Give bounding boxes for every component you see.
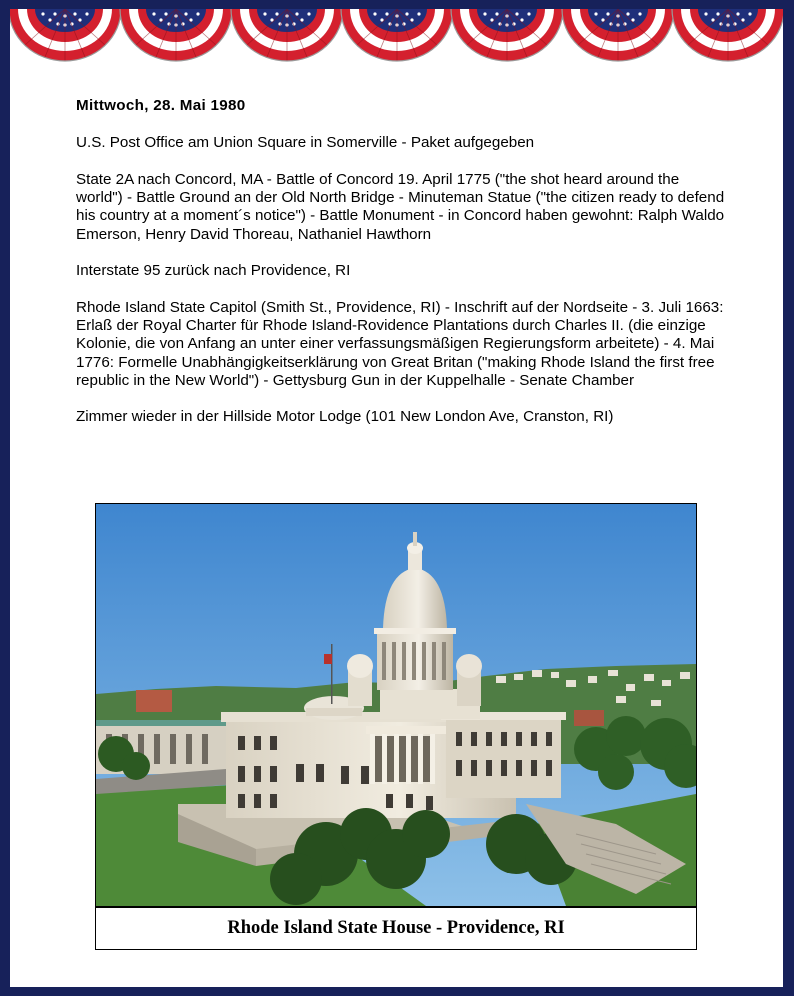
page [10, 9, 783, 987]
bunting-fan [451, 9, 563, 61]
bunting-fan [341, 9, 453, 61]
entry-paragraph: State 2A nach Concord, MA - Battle of Concord 19. April 1775 ("the shot heard around the world") - Battle Ground an der Old North Bridge - Minuteman Statue ("the citizen ready to defend his country at a moment´s notice") - Battle Monument - in Concord haben gewohnt: Ralph Waldo Emerson, Henry David Thoreau, Nathaniel Hawthorn [76, 170, 725, 243]
bunting-fan [120, 9, 232, 61]
bunting-fan [562, 9, 674, 61]
entry-paragraph: U.S. Post Office am Union Square in Somerville - Paket aufgegeben [76, 134, 535, 152]
bunting-banner [10, 9, 783, 69]
entry-paragraph: Zimmer wieder in der Hillside Motor Lodge (101 New London Ave, Cranston, RI) [76, 408, 614, 426]
photo-illustration [96, 504, 696, 906]
bunting-fan [672, 9, 783, 61]
entry-paragraph: Rhode Island State Capitol (Smith St., Providence, RI) - Inschrift auf der Nordseite - 3. Juli 1663: Erlaß der Royal Charter für Rhode Island-Rovidence Plantations durch Charles II. (die einzige Kolonie, die von Anfang an unter einer verfassungsmäßigen Regierungsform arbeitete) - 4. Mai 1776: Formelle Unabhängigkeitserklärung von Great Britan ("making Rhode Island the first free republic in the New World") - Gettysburg Gun in der Kuppelhalle - Senate Chamber [76, 298, 724, 389]
entry-paragraph: Interstate 95 zurück nach Providence, RI [76, 262, 351, 280]
photo-caption: Rhode Island State House - Providence, RI [95, 907, 697, 950]
bunting-fan [231, 9, 343, 61]
diary-entry [76, 97, 726, 445]
state-house-photo [95, 503, 697, 907]
entry-date: Mittwoch, 28. Mai 1980 [76, 97, 246, 114]
bunting-fan [10, 9, 121, 61]
